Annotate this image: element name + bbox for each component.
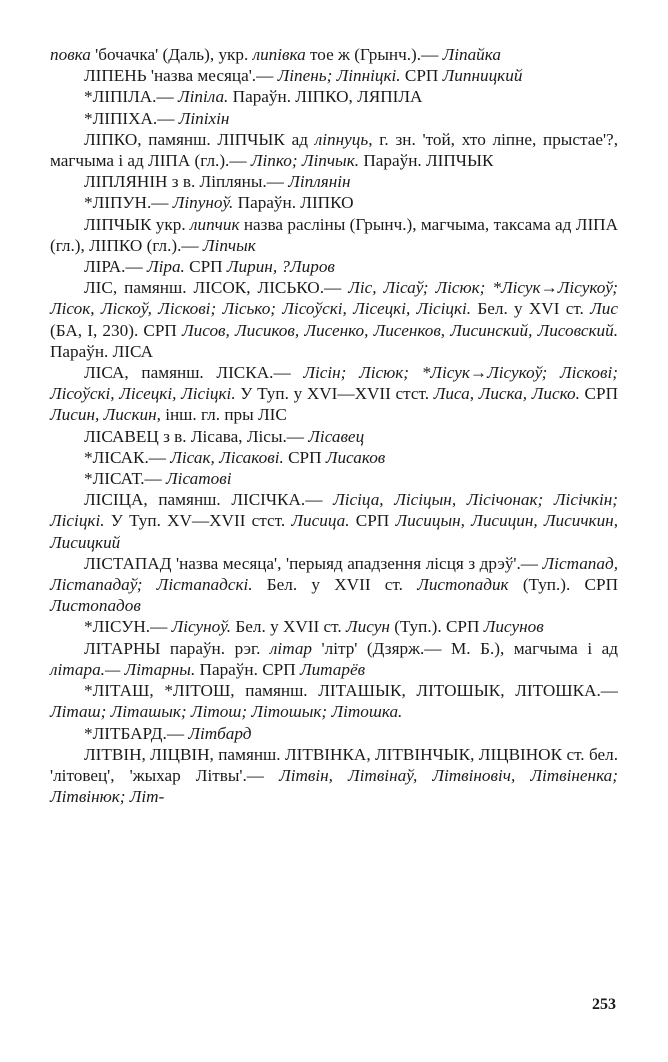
entry-text: Параўн. СРП bbox=[195, 659, 300, 679]
entry-italic-text: Лис bbox=[590, 299, 618, 319]
dictionary-page bbox=[50, 44, 618, 807]
dictionary-entry bbox=[50, 44, 618, 65]
entry-italic-text: Літвін, Літвінаў, Літвіновіч, Літвіненка; Літвінюк; Літ- bbox=[50, 765, 618, 807]
entry-text: 'літр' (Дзярж.— М. Б.), магчыма і ад bbox=[312, 638, 618, 658]
entry-text: Параўн. ЛІПКО, ЛЯПІЛА bbox=[228, 87, 423, 107]
entry-italic-text: Лісавец bbox=[308, 426, 365, 446]
entry-italic-text: літар bbox=[269, 638, 313, 658]
entry-text: *ЛІТБАРД.— bbox=[84, 723, 189, 743]
entry-italic-text: Літбард bbox=[188, 723, 252, 743]
entry-italic-text: Лисицын, Лисицин, Лисичкин, Лисицкий bbox=[50, 511, 618, 552]
entry-italic-text: Лисин, Лискин bbox=[50, 405, 157, 425]
entry-text: ЛІСА, памянш. ЛІСКА.— bbox=[84, 363, 304, 383]
entry-text: ЛІС, памянш. ЛІСОК, ЛІСЬКО.— bbox=[84, 278, 349, 298]
entry-text: ЛІСІЦА, памянш. ЛІСІЧКА.— bbox=[84, 490, 334, 510]
entry-text: СРП bbox=[283, 447, 326, 467]
entry-italic-text: Ліс, Лісаў; Лісюк; *Лісук→Лісукоў; Лісок, Ліскоў, Ліскові; Лісько; Лісоўскі, Лісецкі, Лісіцкі. bbox=[50, 278, 619, 319]
entry-text: СРП bbox=[184, 257, 227, 277]
entry-italic-text: Литарёв bbox=[299, 659, 366, 679]
dictionary-entry bbox=[50, 744, 618, 808]
entry-text: ЛІТАРНЫ параўн. рэг. bbox=[84, 638, 270, 658]
dictionary-entry bbox=[50, 553, 618, 617]
entry-italic-text: Лісін; Лісюк; *Лісук→Лісукоў; Ліскові; Лісоўскі, Лісецкі, Лісіцкі. bbox=[50, 363, 618, 404]
entry-list bbox=[50, 44, 618, 807]
entry-text: (БА, I, 230). СРП bbox=[50, 320, 183, 340]
dictionary-entry bbox=[50, 129, 618, 171]
entry-italic-text: ліпнуць bbox=[314, 129, 369, 149]
entry-text: ЛІСТАПАД 'назва месяца', 'перыяд ападзення лісця з дрэў'.— bbox=[84, 553, 543, 573]
entry-italic-text: липчик bbox=[189, 214, 240, 234]
entry-text: Бел. у XVII ст. bbox=[252, 575, 418, 595]
entry-italic-text: Лисаков bbox=[325, 447, 386, 467]
entry-text: Бел. у XVII ст. bbox=[231, 617, 346, 637]
dictionary-entry bbox=[50, 362, 618, 426]
entry-text: , г. зн. 'той, хто ліпне, прыстае'?, магчыма і ад ЛІПА (гл.).— bbox=[50, 129, 618, 171]
dictionary-entry bbox=[50, 256, 618, 277]
entry-italic-text: Лісатові bbox=[166, 469, 232, 489]
entry-text: , інш. гл. пры ЛІС bbox=[156, 405, 287, 425]
entry-text: ЛІСАВЕЦ з в. Лісава, Лісы.— bbox=[84, 426, 309, 446]
entry-text: ЛІПЧЫК укр. bbox=[84, 214, 190, 234]
entry-italic-text: Лісуноў. bbox=[171, 617, 232, 637]
entry-italic-text: Лістапад, Лістападаў; Лістападскі. bbox=[50, 553, 618, 595]
entry-text: Бел. у XVI ст. bbox=[471, 299, 591, 319]
dictionary-entry bbox=[50, 447, 618, 468]
dictionary-entry bbox=[50, 277, 618, 362]
entry-italic-text: Лісак, Лісакові. bbox=[170, 447, 284, 467]
dictionary-entry bbox=[50, 638, 618, 680]
page-number: 253 bbox=[592, 996, 616, 1013]
entry-italic-text: Листопадов bbox=[50, 596, 141, 616]
entry-italic-text: Лисун bbox=[345, 617, 390, 637]
dictionary-entry bbox=[50, 616, 618, 637]
entry-text: (Туп.). СРП bbox=[508, 575, 618, 595]
entry-text: тое ж (Грынч.).— bbox=[305, 45, 443, 64]
entry-text: СРП bbox=[349, 511, 396, 531]
entry-italic-text: літара.— Літарны. bbox=[50, 659, 196, 679]
entry-text: *ЛІСУН.— bbox=[84, 617, 172, 637]
entry-text: (Туп.). СРП bbox=[389, 617, 484, 637]
dictionary-entry bbox=[50, 426, 618, 447]
entry-text: Параўн. ЛІСА bbox=[50, 341, 154, 361]
dictionary-entry bbox=[50, 214, 618, 256]
entry-text: Параўн. ЛІПЧЫК bbox=[359, 151, 494, 171]
entry-text: *ЛІПІЛА.— bbox=[84, 87, 178, 107]
entry-text: ЛІПЕНЬ 'назва месяца'.— bbox=[84, 66, 278, 86]
entry-text: *ЛІСАК.— bbox=[84, 447, 171, 467]
entry-italic-text: Ліпчык bbox=[202, 235, 256, 255]
entry-italic-text: Літаш; Літашык; Літош; Літошык; Літошка. bbox=[50, 702, 403, 722]
entry-italic-text: Ліпіла. bbox=[177, 87, 229, 107]
entry-text: СРП bbox=[400, 66, 443, 86]
dictionary-entry bbox=[50, 86, 618, 107]
entry-text: У Туп. у XVI—XVII стст. bbox=[235, 384, 434, 404]
dictionary-entry bbox=[50, 723, 618, 744]
entry-text: ЛІПЛЯНІН з в. Ліпляны.— bbox=[84, 172, 289, 192]
dictionary-entry bbox=[50, 108, 618, 129]
entry-italic-text: Ліплянін bbox=[288, 172, 351, 192]
entry-text: У Туп. XV—XVII стст. bbox=[104, 511, 292, 531]
entry-italic-text: Листопадик bbox=[417, 575, 509, 595]
entry-italic-text: Лиса, Лиска, Лиско. bbox=[433, 384, 580, 404]
dictionary-entry bbox=[50, 192, 618, 213]
entry-italic-text: Лисица. bbox=[291, 511, 350, 531]
entry-italic-text: Ліпко; Ліпчык. bbox=[250, 151, 360, 171]
dictionary-entry bbox=[50, 468, 618, 489]
entry-italic-text: Лисунов bbox=[483, 617, 544, 637]
dictionary-entry bbox=[50, 680, 618, 722]
entry-text: *ЛІСАТ.— bbox=[84, 469, 167, 489]
entry-italic-text: Ліра. bbox=[146, 257, 185, 277]
entry-text: ЛІРА.— bbox=[84, 257, 147, 277]
entry-italic-text: Ліпіхін bbox=[178, 108, 230, 128]
entry-text: назва расліны (Грынч.), магчыма, таксама ад ЛІПА (гл.), ЛІПКО (гл.).— bbox=[50, 214, 618, 255]
dictionary-entry bbox=[50, 65, 618, 86]
dictionary-entry bbox=[50, 489, 618, 553]
entry-text: СРП bbox=[579, 384, 618, 404]
dictionary-entry bbox=[50, 171, 618, 192]
entry-italic-text: Лисов, Лисиков, Лисенко, Лисенков, Лисинский, Лисовский. bbox=[182, 320, 618, 340]
entry-text: *ЛІТАШ, *ЛІТОШ, памянш. ЛІТАШЫК, ЛІТОШЫК, ЛІТОШКА.— bbox=[84, 681, 618, 701]
entry-italic-text: Лісіца, Лісіцын, Лісічонак; Лісічкін; Лісіцкі. bbox=[50, 490, 618, 531]
entry-text: 'бочачка' (Даль), укр. bbox=[90, 45, 253, 64]
entry-text: Параўн. ЛІПКО bbox=[233, 193, 354, 213]
entry-text: ЛІТВІН, ЛІЦВІН, памянш. ЛІТВІНКА, ЛІТВІНЧЫК, ЛІЦВІНОК ст. бел. 'літовец', 'жыхар Літвы'.— bbox=[50, 744, 618, 785]
entry-text: *ЛІПІХА.— bbox=[84, 108, 179, 128]
entry-italic-text: липівка bbox=[252, 45, 306, 64]
entry-italic-text: Ліпень; Ліпніцкі. bbox=[277, 66, 401, 86]
entry-italic-text: Лирин, ?Лиров bbox=[226, 257, 335, 277]
entry-text: ЛІПКО, памянш. ЛІПЧЫК ад bbox=[84, 129, 315, 149]
entry-text: *ЛІПУН.— bbox=[84, 193, 173, 213]
entry-italic-text: Липницкий bbox=[442, 66, 523, 86]
entry-italic-text: Ліпуноў. bbox=[172, 193, 234, 213]
entry-italic-text: Ліпайка bbox=[442, 45, 501, 64]
entry-italic-text: повка bbox=[50, 45, 91, 64]
